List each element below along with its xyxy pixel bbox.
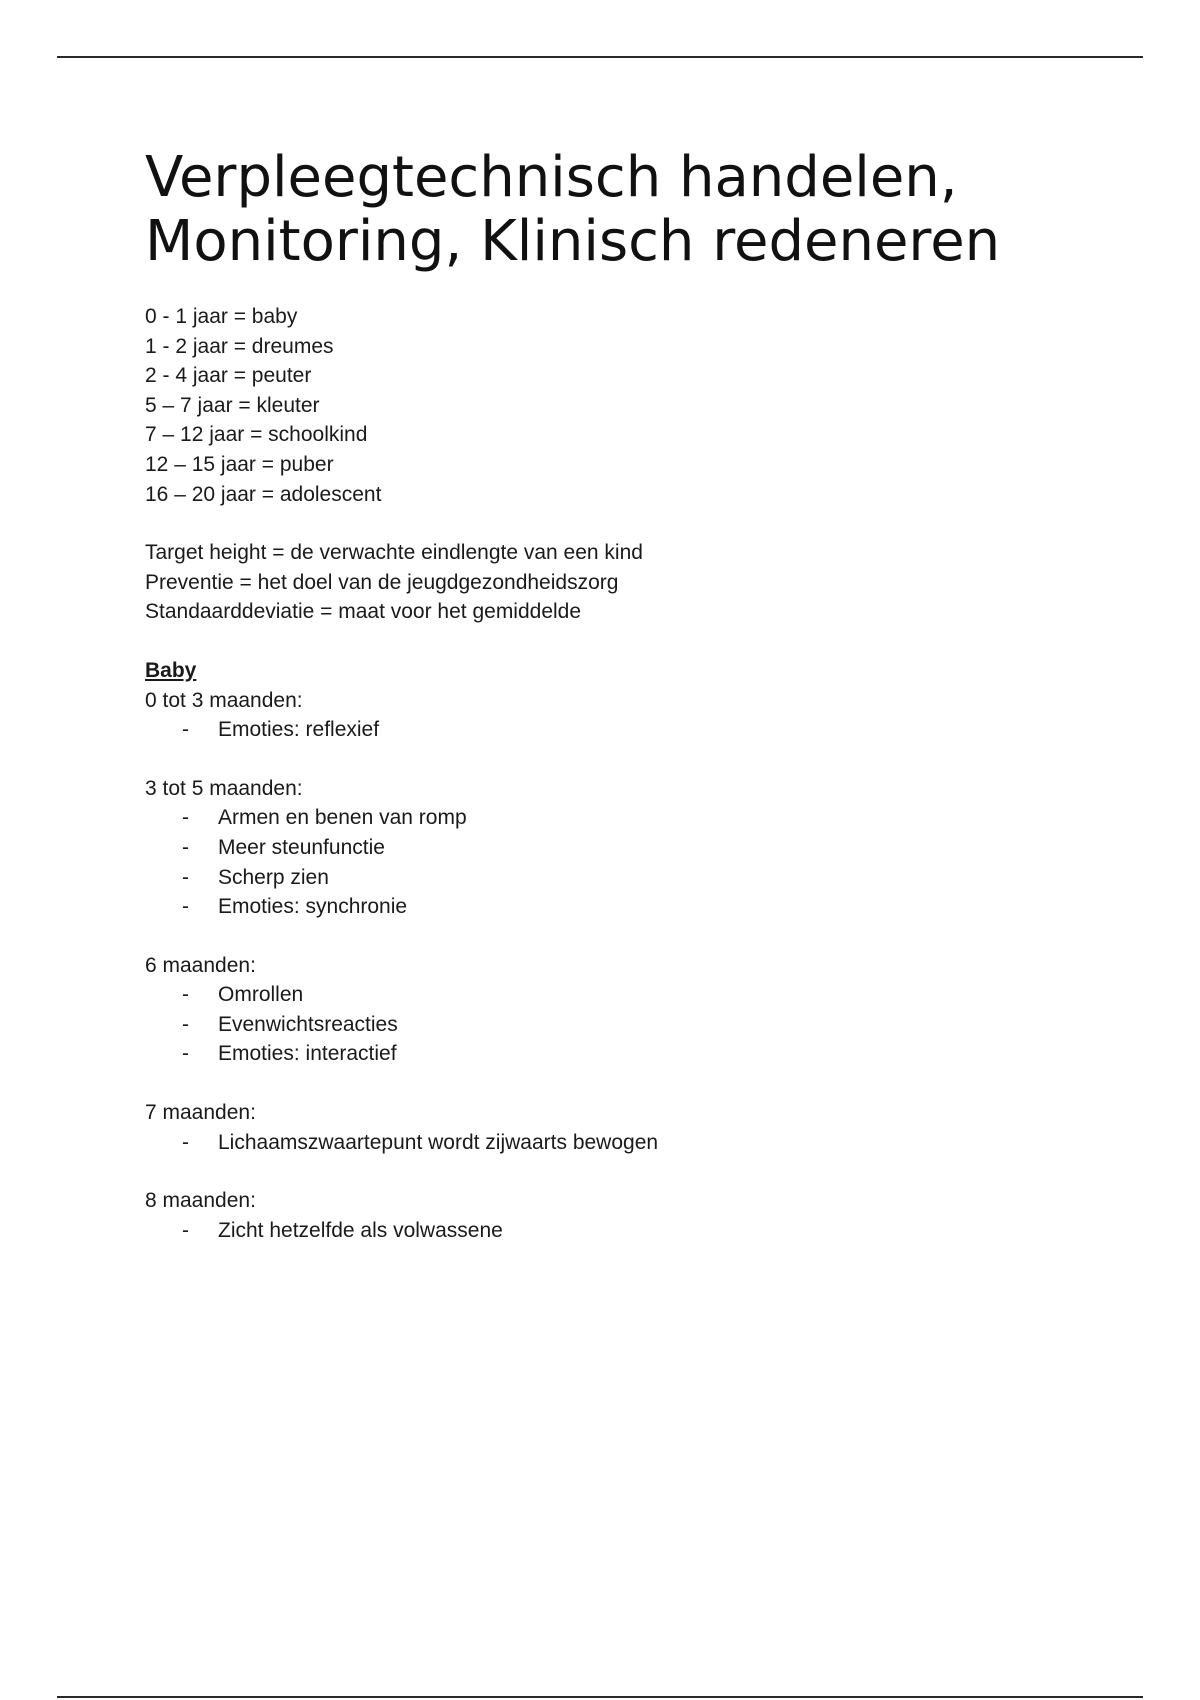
period-8-months (145, 1186, 1045, 1245)
page-title: Verpleegtechnisch handelen, Monitoring, Klinisch redeneren (145, 145, 1001, 274)
bullet-dash: - (182, 1218, 189, 1242)
period-7-months (145, 1098, 1045, 1157)
definition-line: Preventie = het doel van de jeugdgezondheidszorg (145, 570, 619, 594)
list-item-text: Emoties: synchronie (218, 895, 408, 919)
age-stage-line: 5 – 7 jaar = kleuter (145, 393, 320, 417)
list-item-text: Meer steunfunctie (218, 835, 385, 859)
list-item (145, 715, 1045, 745)
list-item (145, 803, 1045, 833)
age-stage-line: 1 - 2 jaar = dreumes (145, 334, 334, 358)
bullet-dash: - (182, 1012, 189, 1036)
bullet-dash: - (182, 895, 189, 919)
top-rule (57, 56, 1143, 58)
list-item-text: Zicht hetzelfde als volwassene (218, 1218, 503, 1242)
bullet-list (145, 1128, 1045, 1158)
bullet-dash: - (182, 865, 189, 889)
list-item (145, 863, 1045, 893)
section-heading-baby: Baby (145, 658, 197, 682)
bullet-dash: - (182, 718, 189, 742)
period-0-3-months (145, 686, 1045, 745)
bullet-list (145, 1216, 1045, 1246)
definitions-list (145, 538, 1045, 627)
list-item (145, 1039, 1045, 1069)
age-stage-line: 7 – 12 jaar = schoolkind (145, 423, 368, 447)
list-item-text: Omrollen (218, 983, 304, 1007)
bullet-dash: - (182, 1042, 189, 1066)
list-item-text: Armen en benen van romp (218, 806, 467, 830)
bullet-dash: - (182, 983, 189, 1007)
list-item (145, 1128, 1045, 1158)
bullet-dash: - (182, 1130, 189, 1154)
bullet-dash: - (182, 806, 189, 830)
list-item (145, 892, 1045, 922)
period-6-months (145, 951, 1045, 1069)
list-item (145, 833, 1045, 863)
list-item (145, 980, 1045, 1010)
period-label: 0 tot 3 maanden: (145, 688, 303, 712)
list-item-text: Emoties: reflexief (218, 718, 380, 742)
bullet-list (145, 715, 1045, 745)
bottom-rule (57, 1696, 1143, 1698)
age-stages-list (145, 302, 1045, 509)
list-item-text: Lichaamszwaartepunt wordt zijwaarts bewogen (218, 1130, 659, 1154)
bullet-list (145, 980, 1045, 1069)
list-item-text: Emoties: interactief (218, 1042, 397, 1066)
definition-line: Target height = de verwachte eindlengte van een kind (145, 541, 643, 565)
age-stage-line: 0 - 1 jaar = baby (145, 305, 298, 328)
list-item-text: Evenwichtsreacties (218, 1012, 398, 1036)
period-label: 3 tot 5 maanden: (145, 776, 303, 800)
list-item (145, 1010, 1045, 1040)
age-stage-line: 12 – 15 jaar = puber (145, 452, 334, 476)
definition-line: Standaarddeviatie = maat voor het gemiddelde (145, 600, 582, 624)
age-stage-line: 2 - 4 jaar = peuter (145, 364, 312, 388)
bullet-list (145, 803, 1045, 921)
age-stage-line: 16 – 20 jaar = adolescent (145, 482, 382, 506)
list-item-text: Scherp zien (218, 865, 329, 889)
period-label: 6 maanden: (145, 953, 256, 977)
period-label: 8 maanden: (145, 1189, 256, 1213)
period-3-5-months (145, 774, 1045, 922)
bullet-dash: - (182, 835, 189, 859)
period-label: 7 maanden: (145, 1101, 256, 1125)
list-item (145, 1216, 1045, 1246)
document-body (145, 146, 1045, 1245)
